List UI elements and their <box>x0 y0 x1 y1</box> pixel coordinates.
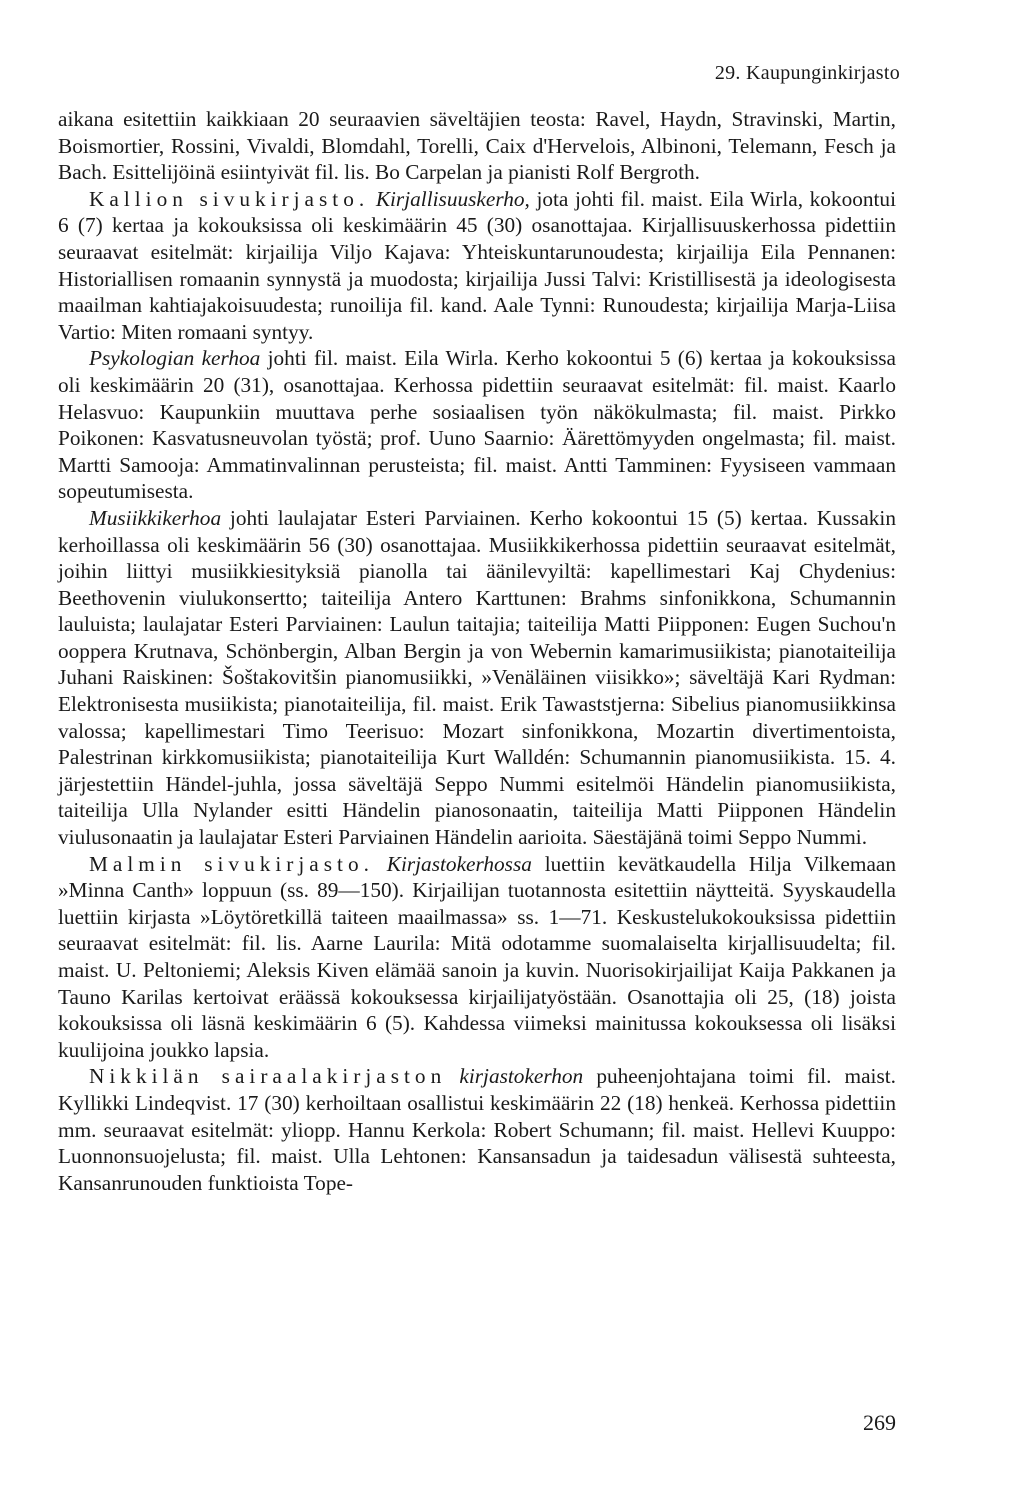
club-name-kirjallisuuskerho: Kirjallisuuskerho, <box>375 186 530 211</box>
section-heading-nikkila: Nikkilän sairaalakirjaston <box>89 1064 447 1089</box>
paragraph-musiikki <box>58 505 896 851</box>
club-name-psykologia: Psykologian kerhoa <box>89 346 261 371</box>
paragraph-malmi <box>58 851 896 1064</box>
paragraph-composers: aikana esitettiin kaikkiaan 20 seuraavien säveltäjien teosta: Ravel, Haydn, Stravinski, Martin, Boismortier, Rossini, Vivaldi, Blomdahl, Torelli, Caix d'Hervelois, Albinoni, Telemann, Fesch ja Bach. Esittelijöinä esiintyivät fil. lis. Bo Carpelan ja pianisti Rolf Bergroth. <box>58 107 896 185</box>
section-heading-malmi: Malmin sivukirjasto. <box>89 851 374 876</box>
paragraph-musiikki-text: johti laulajatar Esteri Parviainen. Kerho kokoontui 15 (5) kertaa. Kussakin kerhoillassa oli keskimäärin 56 (30) osanottajaa. Musiikkikerhossa pidettiin seuraavat esitelmät, joihin liittyi musiikkiesityksiä pianolla tai äänilevyiltä: kapellimestari Kaj Chydenius: Beethovenin viulukonsertto; taiteilija Antero Karttunen: Brahms sinfonikkona, Schumannin lauluista; laulajatar Esteri Parviainen: Laulun taitajia; taiteilija Matti Piipponen: Eugen Suchou'n ooppera Krutnava, Schönbergin, Alban Bergin ja von Webernin kamarimusiikista; pianotaiteilija Juhani Raiskinen: Šoštakovitšin pianomusiikki, »Venäläinen viisikko»; säveltäjä Kari Rydman: Elektronisesta musiikista; pianotaiteilija, fil. maist. Erik Tawaststjerna: Sibelius pianomusiikkinsa valossa; kapellimestari Timo Teerisuo: Mozart sinfonikkona, Mozartin divertimentoista, Palestrinan kirkkomusiikista; pianotaiteilija Kurt Walldén: Schumannin pianomusiikista. 15. 4. järjestettiin Händel-juhla, jossa säveltäjä Seppo Nummi esitelmöi Händelin pianomusiikista, taiteilija Ulla Nylander esitti Händelin pianosonaatin, taiteilija Matti Piipponen Händelin viulusonaatin ja laulajatar Esteri Parviainen Händelin aarioita. Säestäjänä toimi Seppo Nummi. <box>58 505 896 850</box>
paragraph-nikkila-text: puheenjohtajana toimi fil. maist. Kyllikki Lindeqvist. 17 (30) kerhoiltaan osallistui keskimäärin 22 (18) henkeä. Kerhossa pidettiin mm. seuraavat esitelmät: yliopp. Hannu Kerkola: Robert Schumann; fil. maist. Hellevi Kuuppo: Luonnonsuojelusta; fil. maist. Ulla Lehtonen: Kansansadun ja taidesadun välisestä suhteesta, Kansanrunouden funktioista Tope- <box>58 1064 897 1195</box>
page-number: 269 <box>863 1410 896 1435</box>
paragraph-psykologia-text: johti fil. maist. Eila Wirla. Kerho kokoontui 5 (6) kertaa ja kokouksissa oli keskimäärin 20 (31), osanottajaa. Kerhossa pidettiin seuraavat esitelmät: fil. maist. Kaarlo Helasvuo: Kaupunkiin muuttava perhe sosiaalisen työn näkökulmasta; fil. maist. Pirkko Poikonen: Kasvatusneuvolan työstä; prof. Uuno Saarnio: Äärettömyyden ongelmasta; fil. maist. Martti Samooja: Ammatinvalinnan perusteista; fil. maist. Antti Tamminen: Fyysiseen vammaan sopeutumisesta. <box>58 346 896 504</box>
paragraph-kallio <box>58 186 896 346</box>
body-text <box>58 106 896 1196</box>
paragraph-psykologia <box>58 345 896 505</box>
section-heading-kallio: Kallion sivukirjasto. <box>89 186 370 211</box>
paragraph-kallio-text: jota johti fil. maist. Eila Wirla, kokoontui 6 (7) kertaa ja kokouksissa oli keskimäärin 45 (30) osanottajaa. Kirjallisuuskerhossa pidettiin seuraavat esitelmät: kirjailija Viljo Kajava: Yhteiskuntarunoudesta; kirjailija Eila Pennanen: Historiallisen romaanin synnystä ja muodosta; kirjailija Jussi Talvi: Kristillisestä ja ideologisesta maailman kahtiajakoisuudesta; runoilija fil. kand. Aale Tynni: Runoudesta; kirjailija Marja-Liisa Vartio: Miten romaani syntyy. <box>58 186 897 344</box>
club-name-kirjastokerho: Kirjastokerhossa <box>386 851 532 876</box>
club-name-musiikki: Musiikkikerhoa <box>89 505 222 530</box>
club-name-kirjastokerhon: kirjastokerhon <box>459 1064 584 1089</box>
paragraph-malmi-text: luettiin kevätkaudella Hilja Vilkemaan »Minna Canth» loppuun (ss. 89—150). Kirjailijan tuotannosta esitettiin näytteitä. Syyskaudella luettiin kirjasta »Löytöretkillä taiteen maailmassa» ss. 1—71. Keskustelukokouksissa pidettiin seuraavat esitelmät: fil. lis. Aarne Laurila: Mitä odotamme suomalaiselta kirjallisuudelta; fil. maist. U. Peltoniemi; Aleksis Kiven elämää sanoin ja kuvin. Nuorisokirjailijat Kaija Pakkanen ja Tauno Karilas kertoivat eräässä kokouksessa kirjailijatyöstään. Osanottajia oli 25, (18) joista kokouksissa oli läsnä keskimäärin 6 (5). Kahdessa viimeksi mainitussa kokouksessa oli lisäksi kuulijoina joukko lapsia. <box>58 851 897 1062</box>
paragraph-nikkila <box>58 1063 896 1196</box>
running-header: 29. Kaupunginkirjasto <box>714 62 900 84</box>
